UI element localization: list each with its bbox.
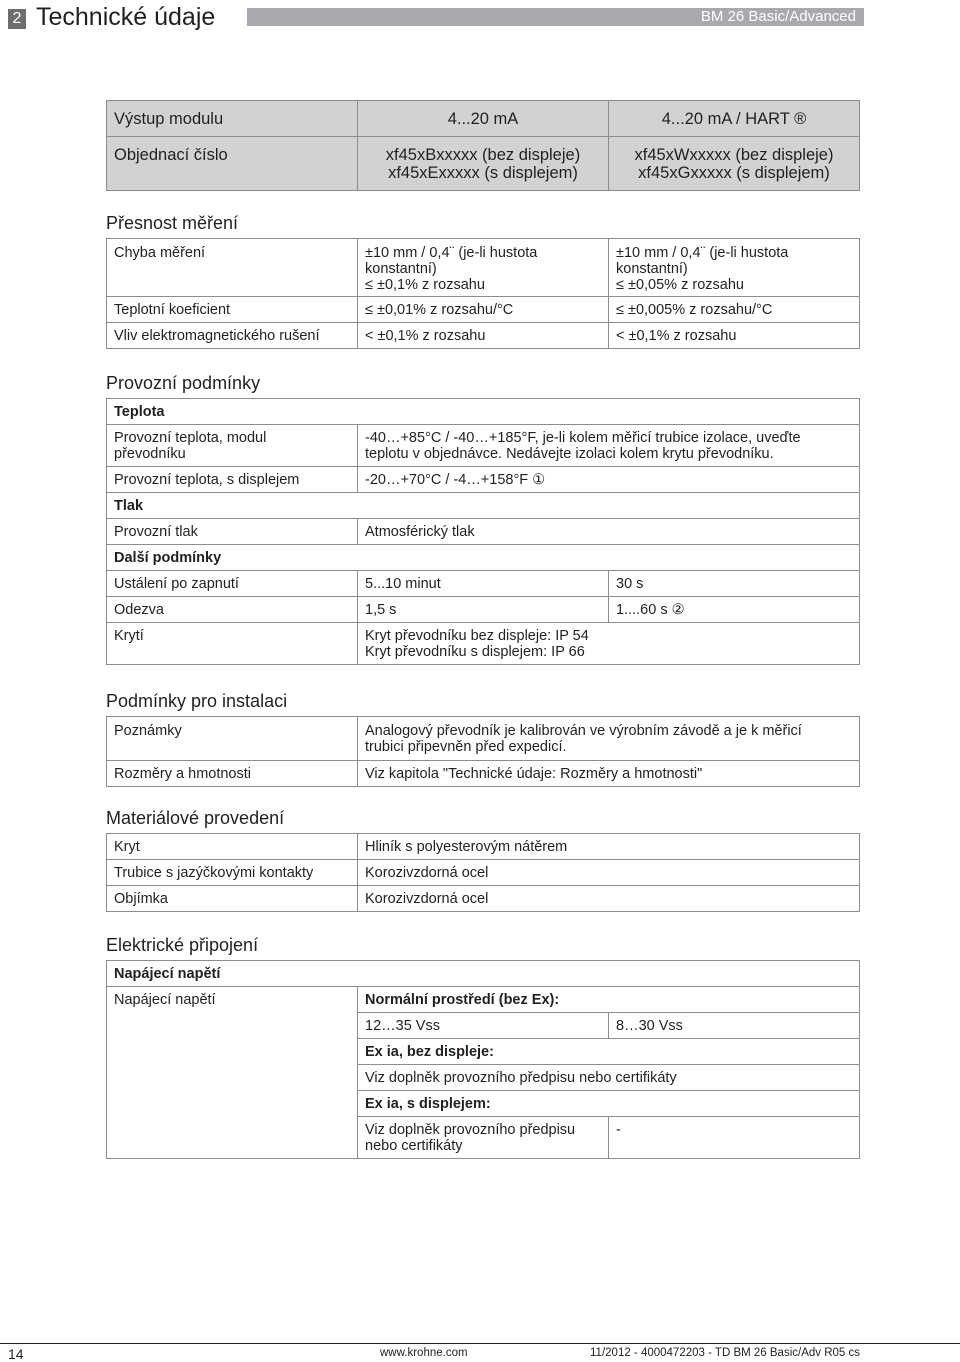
- cell-line: trubici připevněn před expedicí.: [365, 739, 567, 755]
- cell-line: ≤ ±0,05% z rozsahu: [616, 277, 744, 293]
- order-code: xf45xBxxxxx (bez displeje): [385, 146, 581, 164]
- materials-table: [106, 833, 860, 912]
- table-row: [107, 961, 860, 987]
- order-number-hart: [609, 137, 860, 191]
- row-label: Vliv elektromagnetického rušení: [107, 323, 358, 349]
- section-title: Provozní podmínky: [106, 373, 261, 393]
- cell-line: konstantní): [616, 261, 688, 277]
- cell: -20…+70°C / -4…+158°F ①: [358, 467, 860, 493]
- table-row: [107, 545, 860, 571]
- output-hart: 4...20 mA / HART ®: [609, 101, 860, 137]
- cell-line: ±10 mm / 0,4¨ (je-li hustota: [616, 245, 789, 261]
- subheading: Ex ia, s displejem:: [358, 1091, 860, 1117]
- row-label: Trubice s jazýčkovými kontakty: [107, 860, 358, 886]
- cell-line: ±10 mm / 0,4¨ (je-li hustota: [365, 245, 538, 261]
- footer-divider: [0, 1343, 960, 1344]
- row-label: Kryt: [107, 834, 358, 860]
- row-label: Krytí: [107, 623, 358, 665]
- footer-doc-id: 11/2012 - 4000472203 - TD BM 26 Basic/Adv R05 cs: [590, 1347, 860, 1359]
- module-table: [106, 100, 860, 191]
- output-label: Výstup modulu: [107, 101, 358, 137]
- cell-line: Analogový převodník je kalibrován ve výrobním závodě a je k měřicí: [365, 723, 802, 739]
- cell: 5...10 minut: [358, 571, 609, 597]
- table-row: [107, 597, 860, 623]
- cell: Korozivzdorná ocel: [358, 860, 860, 886]
- cell-line: teplotu v objednávce. Nedávejte izolaci kolem krytu převodníku.: [365, 446, 774, 462]
- cell: [358, 425, 860, 467]
- label-line: Provozní teplota, modul: [114, 430, 267, 446]
- cell: [609, 239, 860, 297]
- table-row: [107, 717, 860, 761]
- cell: 8…30 Vss: [609, 1013, 860, 1039]
- cell: [358, 239, 609, 297]
- cell-line: konstantní): [365, 261, 437, 277]
- label-line: převodníku: [114, 446, 186, 462]
- cell: < ±0,1% z rozsahu: [358, 323, 609, 349]
- product-name: BM 26 Basic/Advanced: [700, 8, 856, 25]
- order-code: xf45xWxxxxx (bez displeje): [634, 146, 834, 164]
- cell-line: Kryt převodníku s displejem: IP 66: [365, 644, 585, 660]
- row-label: Provozní tlak: [107, 519, 358, 545]
- table-row: [107, 761, 860, 787]
- subheading: Další podmínky: [107, 545, 860, 571]
- table-row: [107, 101, 860, 137]
- cell: [358, 717, 860, 761]
- table-row: [107, 987, 860, 1013]
- row-label: Ustálení po zapnutí: [107, 571, 358, 597]
- table-row: [107, 493, 860, 519]
- row-label: Provozní teplota, s displejem: [107, 467, 358, 493]
- cell-line: Kryt převodníku bez displeje: IP 54: [365, 628, 589, 644]
- row-label: [107, 425, 358, 467]
- page-header: [0, 0, 960, 36]
- chapter-number: 2: [8, 9, 26, 29]
- table-row: [107, 297, 860, 323]
- accuracy-table: [106, 238, 860, 349]
- electrical-table: [106, 960, 860, 1159]
- cell: 12…35 Vss: [358, 1013, 609, 1039]
- section-title: Podmínky pro instalaci: [106, 691, 288, 711]
- cell-line: nebo certifikáty: [365, 1138, 463, 1154]
- row-label: Napájecí napětí: [107, 987, 358, 1159]
- cell: 1....60 s ②: [609, 597, 860, 623]
- table-row: [107, 467, 860, 493]
- section-title: Elektrické připojení: [106, 935, 259, 955]
- table-row: [107, 834, 860, 860]
- table-row: [107, 399, 860, 425]
- cell: -: [609, 1117, 860, 1159]
- order-code: xf45xGxxxxx (s displejem): [638, 164, 830, 182]
- output-basic: 4...20 mA: [358, 101, 609, 137]
- row-label: Poznámky: [107, 717, 358, 761]
- subheading: Tlak: [107, 493, 860, 519]
- section-title: Přesnost měření: [106, 213, 239, 233]
- table-row: [107, 623, 860, 665]
- table-row: [107, 425, 860, 467]
- row-label: Rozměry a hmotnosti: [107, 761, 358, 787]
- cell: Korozivzdorná ocel: [358, 886, 860, 912]
- table-row: [107, 239, 860, 297]
- order-number-label: Objednací číslo: [107, 137, 358, 191]
- table-row: [107, 137, 860, 191]
- cell: 1,5 s: [358, 597, 609, 623]
- table-row: [107, 571, 860, 597]
- row-label: Chyba měření: [107, 239, 358, 297]
- install-table: [106, 716, 860, 787]
- footer-url: www.krohne.com: [380, 1347, 468, 1359]
- cell: 30 s: [609, 571, 860, 597]
- subheading: Normální prostředí (bez Ex):: [358, 987, 860, 1013]
- cell: [358, 1117, 609, 1159]
- order-code: xf45xExxxxx (s displejem): [388, 164, 578, 182]
- table-row: [107, 860, 860, 886]
- cell-line: -40…+85°C / -40…+185°F, je-li kolem měřicí trubice izolace, uveďte: [365, 430, 801, 446]
- operating-table: [106, 398, 860, 665]
- cell-line: ≤ ±0,1% z rozsahu: [365, 277, 485, 293]
- page-number: 14: [8, 1346, 24, 1362]
- cell: [358, 623, 860, 665]
- table-row: [107, 886, 860, 912]
- subheading: Napájecí napětí: [107, 961, 860, 987]
- cell: < ±0,1% z rozsahu: [609, 323, 860, 349]
- order-number-basic: [358, 137, 609, 191]
- section-title: Materiálové provedení: [106, 808, 285, 828]
- row-label: Objímka: [107, 886, 358, 912]
- chapter-title: Technické údaje: [36, 3, 216, 31]
- cell: Hliník s polyesterovým nátěrem: [358, 834, 860, 860]
- row-label: Teplotní koeficient: [107, 297, 358, 323]
- cell: Viz kapitola "Technické údaje: Rozměry a hmotnosti": [358, 761, 860, 787]
- row-label: Odezva: [107, 597, 358, 623]
- cell-line: Viz doplněk provozního předpisu: [365, 1122, 576, 1138]
- subheading: Teplota: [107, 399, 860, 425]
- cell: ≤ ±0,005% z rozsahu/°C: [609, 297, 860, 323]
- table-row: [107, 519, 860, 545]
- subheading: Ex ia, bez displeje:: [358, 1039, 860, 1065]
- table-row: [107, 323, 860, 349]
- cell: Atmosférický tlak: [358, 519, 860, 545]
- cell: ≤ ±0,01% z rozsahu/°C: [358, 297, 609, 323]
- cell: Viz doplněk provozního předpisu nebo certifikáty: [358, 1065, 860, 1091]
